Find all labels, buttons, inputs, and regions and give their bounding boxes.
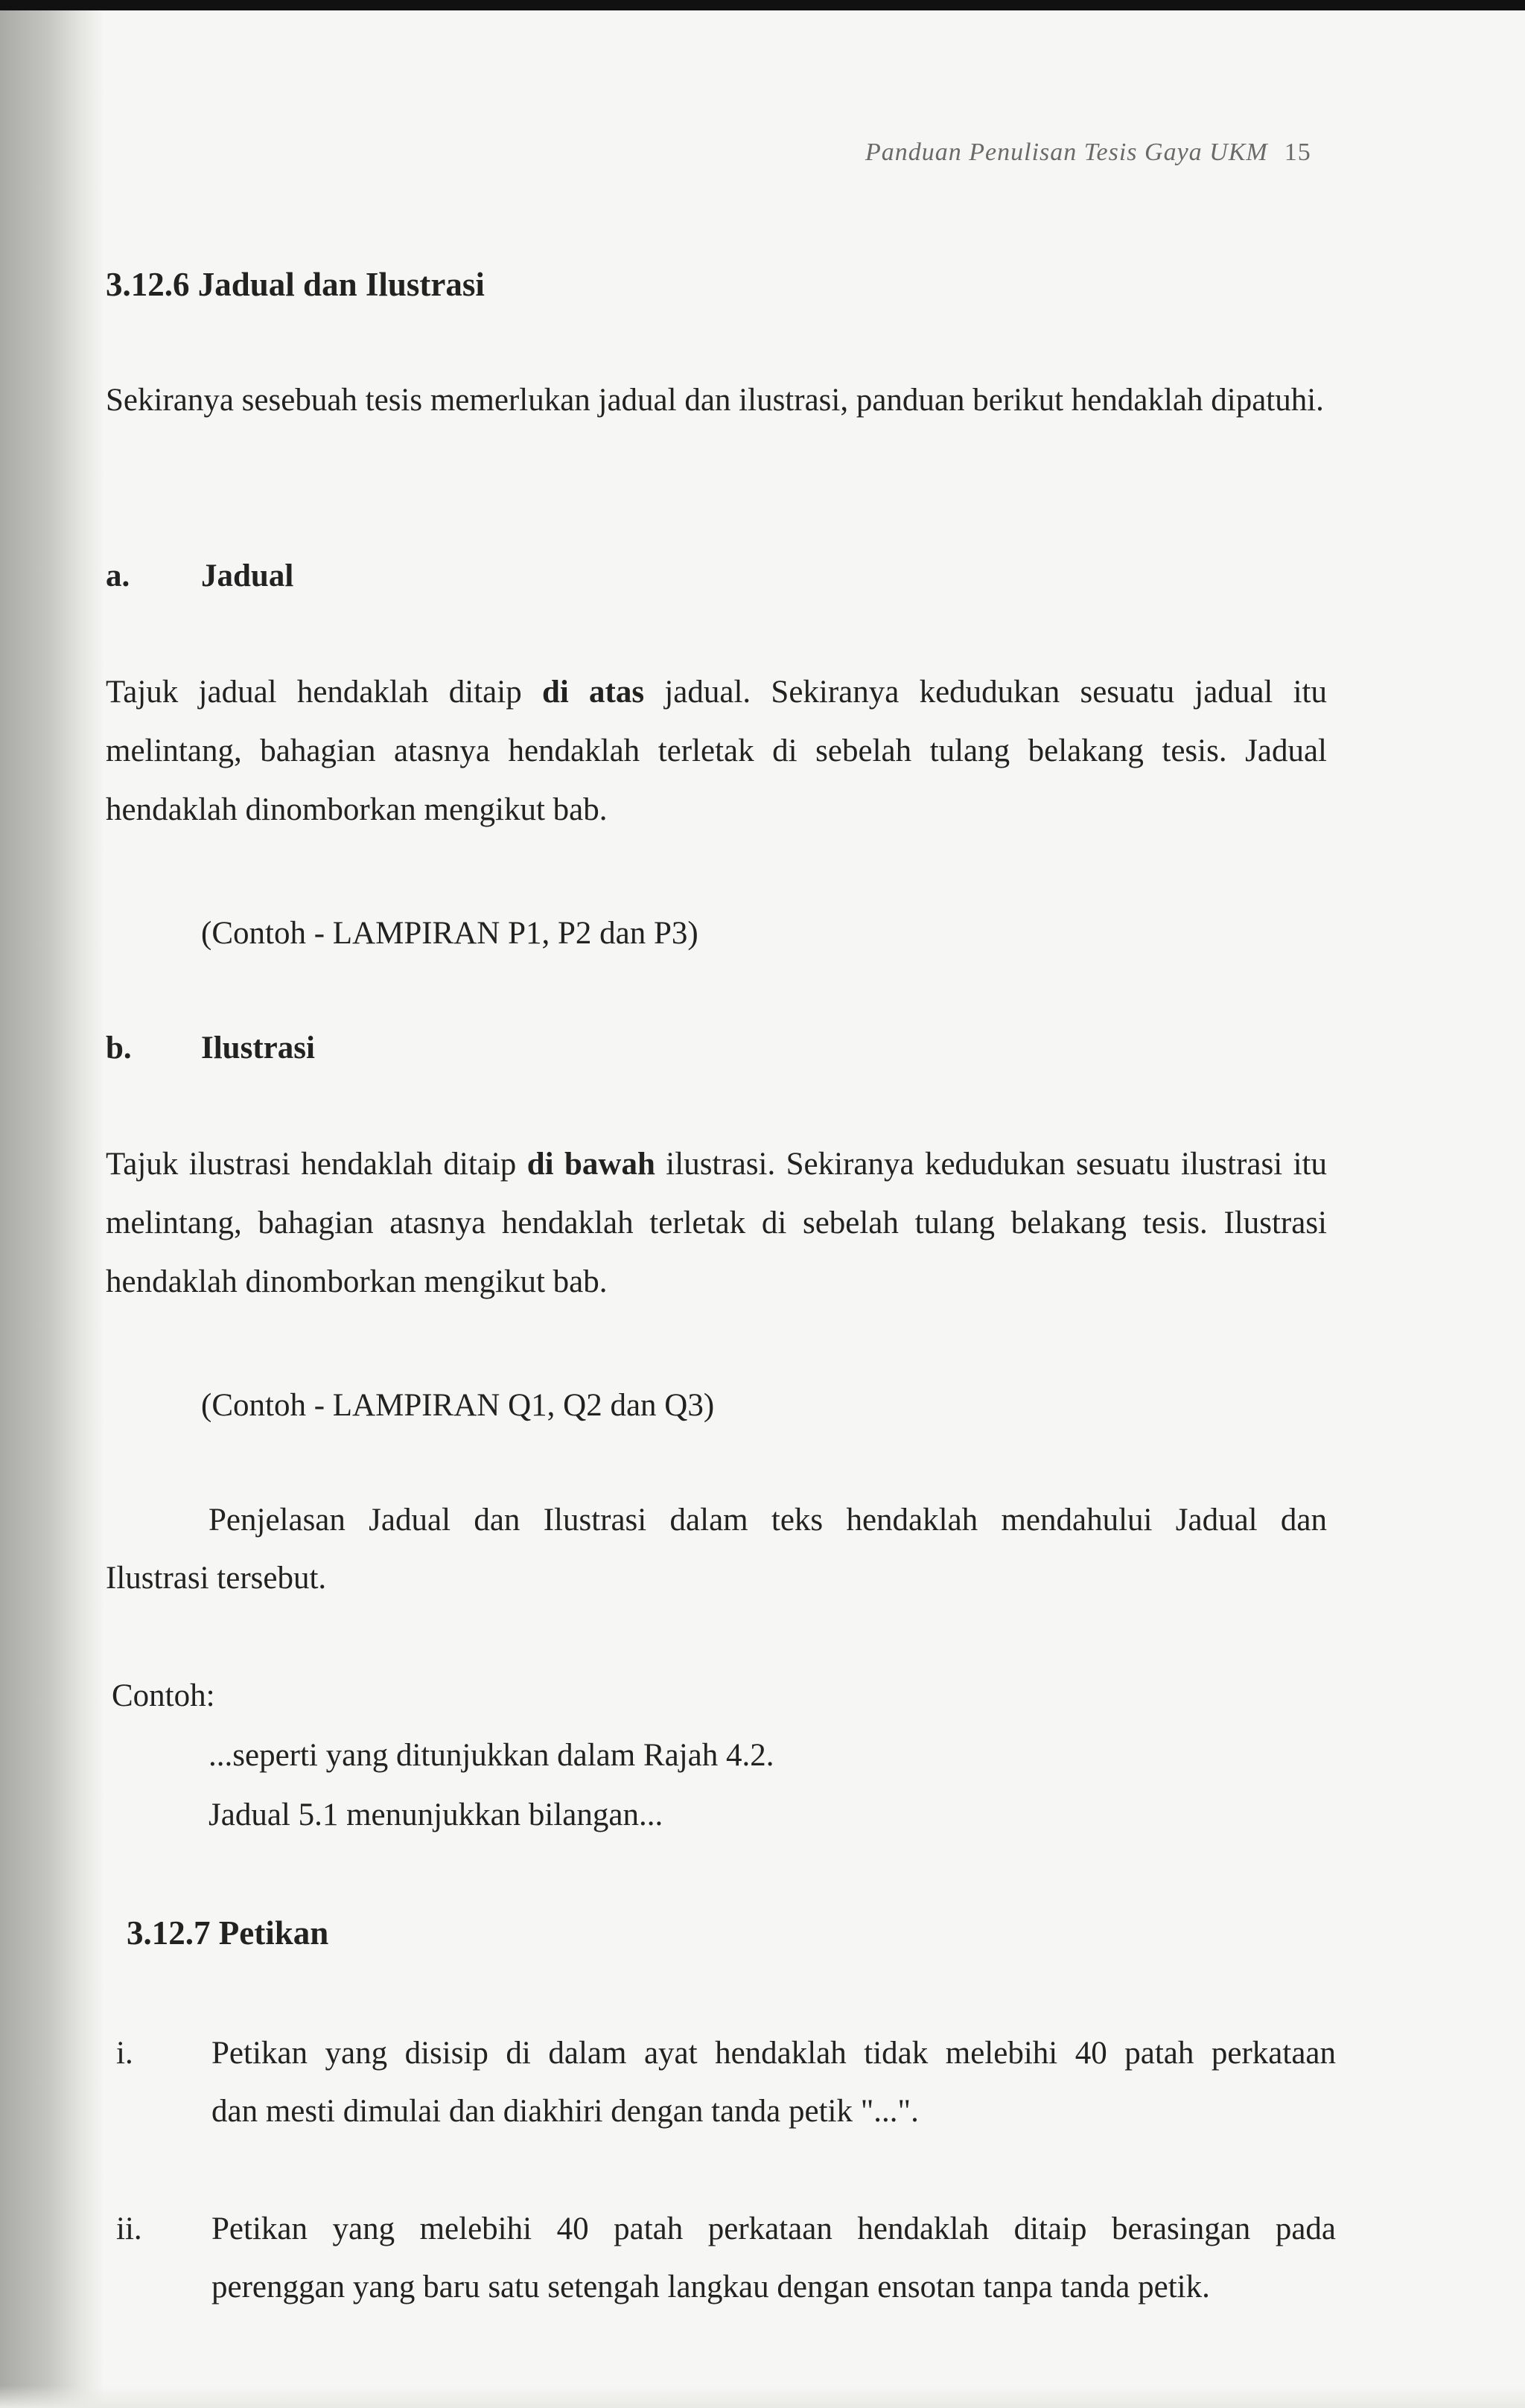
item-a-text-1: Tajuk jadual hendaklah ditaip xyxy=(106,675,542,710)
section-heading-3127: 3.12.7 Petikan xyxy=(127,1914,329,1952)
running-header xyxy=(865,138,1311,167)
item-b-text-bold: di bawah xyxy=(526,1147,655,1182)
section-heading-3126: 3.12.6 Jadual dan Ilustrasi xyxy=(106,266,485,303)
item-b-text-1: Tajuk ilustrasi hendaklah ditaip xyxy=(106,1147,527,1182)
item-a-heading xyxy=(106,558,294,593)
item-b-paragraph xyxy=(106,1135,1327,1311)
item-b-title: Ilustrasi xyxy=(201,1031,315,1066)
running-title: Panduan Penulisan Tesis Gaya UKM xyxy=(865,138,1268,166)
item-b-heading xyxy=(106,1031,315,1066)
intro-paragraph: Sekiranya sesebuah tesis memerlukan jadual dan ilustrasi, panduan berikut hendaklah dipatuhi. xyxy=(106,383,1324,418)
item-a-marker: a. xyxy=(106,558,130,593)
example-label: Contoh: xyxy=(112,1678,215,1713)
explanation-line-2: Ilustrasi tersebut. xyxy=(106,1561,327,1596)
top-border xyxy=(0,0,1525,10)
item-a-text-bold: di atas xyxy=(541,675,645,710)
item-b-text-2: ilustrasi. Sekiranya kedudukan sesuatu ilustrasi itu melintang, bahagian atasnya hendaklah terletak di sebelah tulang belakang tesis. Ilustrasi hendaklah dinomborkan mengikut bab. xyxy=(106,1147,1328,1299)
petikan-item-2-line-1: Petikan yang melebihi 40 patah perkataan hendaklah ditaip berasingan pada xyxy=(211,2211,1336,2246)
binding-shadow xyxy=(0,10,104,2408)
petikan-item-1-line-2: dan mesti dimulai dan diakhiri dengan tanda petik "...". xyxy=(211,2094,919,2129)
petikan-item-2-marker: ii. xyxy=(116,2211,142,2246)
petikan-item-2-line-2: perenggan yang baru satu setengah langkau dengan ensotan tanpa tanda petik. xyxy=(211,2270,1210,2305)
example-line-2: Jadual 5.1 menunjukkan bilangan... xyxy=(208,1797,663,1832)
item-a-paragraph xyxy=(106,663,1327,839)
item-b-example: (Contoh - LAMPIRAN Q1, Q2 dan Q3) xyxy=(201,1388,715,1423)
petikan-item-1-marker: i. xyxy=(116,2036,133,2071)
item-a-title: Jadual xyxy=(201,558,294,593)
explanation-line-1: Penjelasan Jadual dan Ilustrasi dalam teks hendaklah mendahului Jadual dan xyxy=(208,1503,1327,1538)
item-b-marker: b. xyxy=(106,1031,132,1066)
bottom-shadow xyxy=(0,2386,1525,2408)
page-number: 15 xyxy=(1284,138,1311,166)
petikan-item-1-line-1: Petikan yang disisip di dalam ayat hendaklah tidak melebihi 40 patah perkataan xyxy=(211,2036,1336,2071)
item-a-example: (Contoh - LAMPIRAN P1, P2 dan P3) xyxy=(201,916,698,951)
example-line-1: ...seperti yang ditunjukkan dalam Rajah 4.2. xyxy=(208,1738,774,1773)
item-a-text-2: jadual. Sekiranya kedudukan sesuatu jadual itu melintang, bahagian atasnya hendaklah terletak di sebelah tulang belakang tesis. Jadual hendaklah dinomborkan mengikut bab. xyxy=(106,675,1327,827)
